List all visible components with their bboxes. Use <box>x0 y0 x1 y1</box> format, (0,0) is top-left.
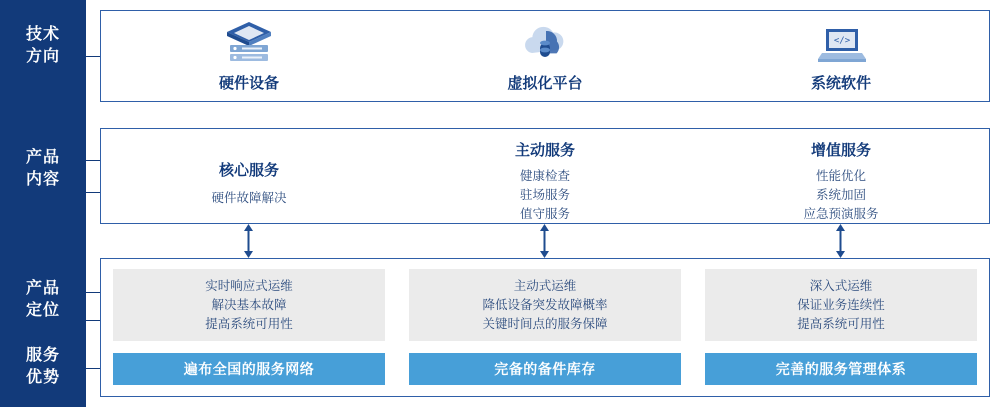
tech-column-virtualization <box>397 11 693 103</box>
content-item: 值守服务 <box>519 207 570 221</box>
tech-column-title: 硬件设备 <box>218 75 279 92</box>
content-column-proactive-service <box>397 129 693 225</box>
connector-stub-content-top <box>86 160 100 161</box>
content-column-value-added-service <box>693 129 989 225</box>
content-item: 性能优化 <box>815 169 866 183</box>
content-item: 驻场服务 <box>519 188 570 202</box>
positioning-line: 主动式运维 <box>513 278 577 293</box>
positioning-line: 保证业务连续性 <box>797 297 885 312</box>
positioning-line: 解决基本故障 <box>211 297 287 312</box>
content-item: 系统加固 <box>815 188 866 202</box>
content-column-items <box>693 167 989 224</box>
advantage-card-spare-parts[interactable] <box>409 353 681 385</box>
rail-label-line: 内容 <box>25 171 60 188</box>
connector-stub-position-top <box>86 292 100 293</box>
content-column-core-service <box>101 129 397 225</box>
rail-label-product-positioning <box>0 278 86 322</box>
svg-text:</>: </> <box>833 36 851 46</box>
positioning-line: 降低设备突发故障概率 <box>482 297 608 312</box>
positioning-line: 提高系统可用性 <box>797 316 885 331</box>
content-column-items <box>397 167 693 224</box>
rail-label-line: 优势 <box>25 369 60 386</box>
positioning-card-indepth <box>705 269 977 341</box>
tech-column-title: 系统软件 <box>810 75 871 92</box>
tech-direction-box <box>100 10 990 102</box>
positioning-card-realtime <box>113 269 385 341</box>
advantage-card-management-system[interactable] <box>705 353 977 385</box>
connector-stub-advantage <box>86 368 100 369</box>
content-column-head: 增值服务 <box>810 142 871 159</box>
content-column-head: 核心服务 <box>218 162 279 179</box>
tech-column-title: 虚拟化平台 <box>507 75 583 92</box>
rail-label-service-advantage <box>0 345 86 389</box>
rail-label-line: 方向 <box>25 48 60 65</box>
cloud-virtualization-icon <box>516 19 574 67</box>
advantage-card-service-network[interactable] <box>113 353 385 385</box>
advantage-label: 完善的服务管理体系 <box>775 361 907 377</box>
content-item: 应急预演服务 <box>803 207 879 221</box>
double-arrow-icon <box>835 224 846 258</box>
rail-label-line: 定位 <box>25 302 60 319</box>
connector-stub-content-bottom <box>86 192 100 193</box>
positioning-line: 提高系统可用性 <box>205 316 293 331</box>
product-content-box <box>100 128 990 224</box>
positioning-line: 关键时间点的服务保障 <box>482 316 608 331</box>
content-item: 健康检查 <box>519 169 570 183</box>
advantage-label: 遍布全国的服务网络 <box>183 361 315 377</box>
rail-label-line: 服务 <box>25 347 60 364</box>
rail-label-line: 技术 <box>25 26 60 43</box>
rail-label-tech-direction <box>0 24 86 68</box>
connector-stub-position-bottom <box>86 320 100 321</box>
positioning-line: 深入式运维 <box>809 278 873 293</box>
tech-column-hardware <box>101 11 397 103</box>
content-column-head: 主动服务 <box>514 142 575 159</box>
positioning-advantage-box <box>100 258 990 397</box>
advantage-label: 完备的备件库存 <box>494 361 596 377</box>
double-arrow-icon <box>243 224 254 258</box>
laptop-code-icon <box>812 19 870 67</box>
content-item: 硬件故障解决 <box>211 191 287 205</box>
rail-label-product-content <box>0 147 86 191</box>
rail-label-line: 产品 <box>25 280 60 297</box>
double-arrow-icon <box>539 224 550 258</box>
content-column-items <box>101 189 397 208</box>
rail-label-line: 产品 <box>25 149 60 166</box>
tech-column-system-software <box>693 11 989 103</box>
server-stack-icon <box>220 19 278 67</box>
connector-stub-tech <box>86 56 100 57</box>
positioning-line: 实时响应式运维 <box>205 278 293 293</box>
positioning-card-proactive <box>409 269 681 341</box>
